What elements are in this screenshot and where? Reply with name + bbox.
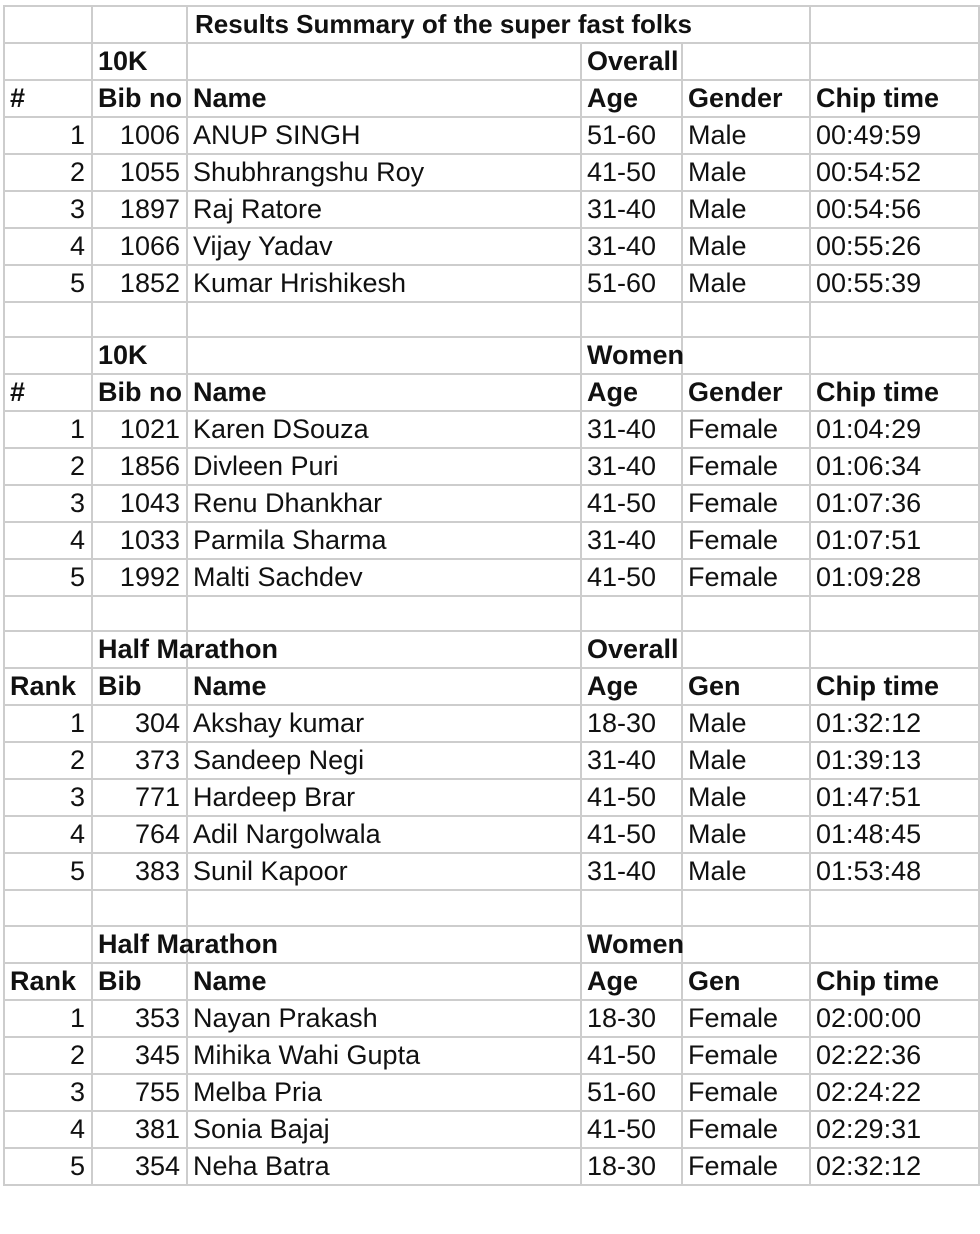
cell[interactable] xyxy=(4,926,92,963)
column-header[interactable]: Rank xyxy=(4,963,92,1000)
table-cell[interactable]: 755 xyxy=(92,1074,187,1111)
table-row xyxy=(4,522,979,559)
cell[interactable] xyxy=(682,890,810,925)
column-header[interactable]: Gen xyxy=(682,963,810,1000)
table-row xyxy=(4,191,979,228)
table-row xyxy=(4,448,979,485)
table-cell[interactable]: 02:22:36 xyxy=(810,1037,979,1074)
table-cell[interactable]: 381 xyxy=(92,1111,187,1148)
table-cell[interactable]: 51-60 xyxy=(581,1074,682,1111)
table-cell[interactable]: Female xyxy=(682,522,810,559)
table-cell[interactable]: ANUP SINGH xyxy=(187,117,581,154)
table-cell[interactable]: 764 xyxy=(92,816,187,853)
cell[interactable] xyxy=(581,890,682,925)
cell[interactable] xyxy=(682,631,810,668)
table-cell[interactable]: 01:32:12 xyxy=(810,705,979,742)
table-row xyxy=(4,228,979,265)
table-cell[interactable]: 4 xyxy=(4,228,92,265)
table-row xyxy=(4,853,979,890)
table-cell[interactable]: Male xyxy=(682,853,810,890)
table-cell[interactable]: 41-50 xyxy=(581,485,682,522)
table-cell[interactable]: 41-50 xyxy=(581,1111,682,1148)
table-row xyxy=(4,1037,979,1074)
table-cell[interactable]: Female xyxy=(682,1111,810,1148)
table-cell[interactable]: 1043 xyxy=(92,485,187,522)
blank-row xyxy=(4,596,979,631)
cell[interactable] xyxy=(4,631,92,668)
table-cell[interactable]: 51-60 xyxy=(581,117,682,154)
table-cell[interactable]: Male xyxy=(682,228,810,265)
cell[interactable] xyxy=(92,890,187,925)
table-cell[interactable]: Mihika Wahi Gupta xyxy=(187,1037,581,1074)
column-header[interactable]: # xyxy=(4,374,92,411)
table-cell[interactable]: Hardeep Brar xyxy=(187,779,581,816)
table-cell[interactable]: Karen DSouza xyxy=(187,411,581,448)
table-cell[interactable]: 1021 xyxy=(92,411,187,448)
column-header-row xyxy=(4,374,979,411)
table-cell[interactable]: Female xyxy=(682,1037,810,1074)
table-cell[interactable]: Sandeep Negi xyxy=(187,742,581,779)
table-cell[interactable]: 18-30 xyxy=(581,1148,682,1185)
table-cell[interactable]: Male xyxy=(682,742,810,779)
table-row xyxy=(4,117,979,154)
cell[interactable] xyxy=(810,631,979,668)
table-cell[interactable]: Male xyxy=(682,705,810,742)
cell[interactable] xyxy=(682,337,810,374)
table-row xyxy=(4,411,979,448)
table-cell[interactable]: Sunil Kapoor xyxy=(187,853,581,890)
table-cell[interactable]: 3 xyxy=(4,191,92,228)
column-header[interactable]: Gender xyxy=(682,80,810,117)
table-cell[interactable]: Male xyxy=(682,779,810,816)
table-cell[interactable]: Male xyxy=(682,816,810,853)
column-header[interactable]: Bib xyxy=(92,963,187,1000)
cell[interactable] xyxy=(581,302,682,337)
table-cell[interactable]: 00:54:56 xyxy=(810,191,979,228)
table-cell[interactable]: Parmila Sharma xyxy=(187,522,581,559)
table-row xyxy=(4,265,979,302)
cell[interactable] xyxy=(682,43,810,80)
column-header[interactable]: Gender xyxy=(682,374,810,411)
table-cell[interactable]: 01:07:36 xyxy=(810,485,979,522)
table-cell[interactable]: 41-50 xyxy=(581,154,682,191)
table-cell[interactable]: Nayan Prakash xyxy=(187,1000,581,1037)
cell[interactable] xyxy=(810,302,979,337)
table-cell[interactable]: 00:55:39 xyxy=(810,265,979,302)
table-cell[interactable]: 345 xyxy=(92,1037,187,1074)
table-row xyxy=(4,1074,979,1111)
table-cell[interactable]: 31-40 xyxy=(581,522,682,559)
table-cell[interactable]: 01:39:13 xyxy=(810,742,979,779)
table-cell[interactable]: 1992 xyxy=(92,559,187,596)
table-cell[interactable]: Shubhrangshu Roy xyxy=(187,154,581,191)
table-cell[interactable]: 2 xyxy=(4,1037,92,1074)
column-header[interactable]: Chip time xyxy=(810,374,979,411)
table-cell[interactable]: Male xyxy=(682,191,810,228)
cell[interactable] xyxy=(4,302,92,337)
column-header[interactable]: Name xyxy=(187,668,581,705)
cell[interactable] xyxy=(810,43,979,80)
table-cell[interactable]: 51-60 xyxy=(581,265,682,302)
table-cell[interactable]: 1 xyxy=(4,1000,92,1037)
table-cell[interactable]: 1852 xyxy=(92,265,187,302)
table-cell[interactable]: 373 xyxy=(92,742,187,779)
table-cell[interactable]: 02:00:00 xyxy=(810,1000,979,1037)
cell[interactable] xyxy=(682,926,810,963)
cell[interactable] xyxy=(187,337,581,374)
section-category-label[interactable]: Women xyxy=(581,926,682,963)
cell[interactable] xyxy=(682,596,810,631)
table-cell[interactable]: 5 xyxy=(4,265,92,302)
section-category-label[interactable]: Overall xyxy=(581,43,682,80)
cell[interactable] xyxy=(92,302,187,337)
section-heading-row xyxy=(4,631,979,668)
section-event-label[interactable]: Half Marathon xyxy=(92,631,187,668)
table-row xyxy=(4,1148,979,1185)
table-cell[interactable]: 02:24:22 xyxy=(810,1074,979,1111)
column-header[interactable]: Name xyxy=(187,374,581,411)
table-cell[interactable]: Female xyxy=(682,485,810,522)
table-cell[interactable]: 18-30 xyxy=(581,705,682,742)
column-header[interactable]: Chip time xyxy=(810,963,979,1000)
table-cell[interactable]: Male xyxy=(682,265,810,302)
section-category-label[interactable]: Women xyxy=(581,337,682,374)
table-cell[interactable]: Female xyxy=(682,559,810,596)
table-cell[interactable]: 00:49:59 xyxy=(810,117,979,154)
table-cell[interactable]: 353 xyxy=(92,1000,187,1037)
column-header[interactable]: # xyxy=(4,80,92,117)
table-cell[interactable]: Neha Batra xyxy=(187,1148,581,1185)
column-header[interactable]: Name xyxy=(187,963,581,1000)
column-header[interactable]: Bib no xyxy=(92,80,187,117)
table-row xyxy=(4,742,979,779)
table-cell[interactable]: 1033 xyxy=(92,522,187,559)
cell[interactable] xyxy=(4,6,92,43)
table-cell[interactable]: 2 xyxy=(4,742,92,779)
table-cell[interactable]: 3 xyxy=(4,1074,92,1111)
table-cell[interactable]: 41-50 xyxy=(581,559,682,596)
table-cell[interactable]: 2 xyxy=(4,154,92,191)
table-cell[interactable]: 1856 xyxy=(92,448,187,485)
table-cell[interactable]: 5 xyxy=(4,1148,92,1185)
cell[interactable] xyxy=(810,596,979,631)
table-row xyxy=(4,1000,979,1037)
cell[interactable] xyxy=(187,302,581,337)
table-cell[interactable]: 771 xyxy=(92,779,187,816)
table-cell[interactable]: 41-50 xyxy=(581,1037,682,1074)
table-row xyxy=(4,816,979,853)
section-heading-row xyxy=(4,43,979,80)
table-cell[interactable]: Divleen Puri xyxy=(187,448,581,485)
table-cell[interactable]: Female xyxy=(682,1000,810,1037)
column-header[interactable]: Gen xyxy=(682,668,810,705)
table-cell[interactable]: 02:32:12 xyxy=(810,1148,979,1185)
table-cell[interactable]: 2 xyxy=(4,448,92,485)
table-cell[interactable]: Raj Ratore xyxy=(187,191,581,228)
cell[interactable] xyxy=(810,926,979,963)
column-header-row xyxy=(4,668,979,705)
table-cell[interactable]: Male xyxy=(682,154,810,191)
table-cell[interactable]: 1 xyxy=(4,411,92,448)
blank-row xyxy=(4,890,979,925)
cell[interactable] xyxy=(92,6,187,43)
section-heading-row xyxy=(4,337,979,374)
column-header[interactable]: Age xyxy=(581,80,682,117)
table-cell[interactable]: Male xyxy=(682,117,810,154)
table-cell[interactable]: 31-40 xyxy=(581,742,682,779)
table-row xyxy=(4,705,979,742)
table-row xyxy=(4,559,979,596)
cell[interactable] xyxy=(810,6,979,43)
table-cell[interactable]: Sonia Bajaj xyxy=(187,1111,581,1148)
table-cell[interactable]: 02:29:31 xyxy=(810,1111,979,1148)
table-cell[interactable]: 3 xyxy=(4,779,92,816)
column-header[interactable]: Bib xyxy=(92,668,187,705)
cell[interactable] xyxy=(187,43,581,80)
table-cell[interactable]: 41-50 xyxy=(581,816,682,853)
table-cell[interactable]: 01:04:29 xyxy=(810,411,979,448)
section-category-label[interactable]: Overall xyxy=(581,631,682,668)
table-cell[interactable]: 1 xyxy=(4,117,92,154)
column-header[interactable]: Name xyxy=(187,80,581,117)
table-cell[interactable]: Akshay kumar xyxy=(187,705,581,742)
table-cell[interactable]: Female xyxy=(682,411,810,448)
cell[interactable] xyxy=(810,337,979,374)
cell[interactable] xyxy=(187,596,581,631)
table-cell[interactable]: Female xyxy=(682,1074,810,1111)
column-header[interactable]: Rank xyxy=(4,668,92,705)
table-cell[interactable]: 01:48:45 xyxy=(810,816,979,853)
column-header[interactable]: Chip time xyxy=(810,668,979,705)
cell[interactable] xyxy=(4,43,92,80)
table-cell[interactable]: 31-40 xyxy=(581,448,682,485)
table-cell[interactable]: Renu Dhankhar xyxy=(187,485,581,522)
cell[interactable] xyxy=(4,337,92,374)
cell[interactable] xyxy=(682,302,810,337)
table-row xyxy=(4,485,979,522)
section-event-label[interactable]: 10K xyxy=(92,337,187,374)
column-header[interactable]: Chip time xyxy=(810,80,979,117)
table-cell[interactable]: 01:07:51 xyxy=(810,522,979,559)
title-row xyxy=(4,6,979,43)
column-header[interactable]: Bib no xyxy=(92,374,187,411)
table-cell[interactable]: Vijay Yadav xyxy=(187,228,581,265)
cell[interactable] xyxy=(4,890,92,925)
cell[interactable] xyxy=(810,890,979,925)
section-event-label[interactable]: 10K xyxy=(92,43,187,80)
table-cell[interactable]: 31-40 xyxy=(581,411,682,448)
table-cell[interactable]: 383 xyxy=(92,853,187,890)
table-cell[interactable]: 01:09:28 xyxy=(810,559,979,596)
table-cell[interactable]: 1066 xyxy=(92,228,187,265)
table-cell[interactable]: 01:53:48 xyxy=(810,853,979,890)
table-cell[interactable]: Malti Sachdev xyxy=(187,559,581,596)
table-cell[interactable]: 00:54:52 xyxy=(810,154,979,191)
column-header[interactable]: Age xyxy=(581,668,682,705)
table-cell[interactable]: 5 xyxy=(4,853,92,890)
sheet-title[interactable]: Results Summary of the super fast folks xyxy=(187,6,810,43)
table-cell[interactable]: 5 xyxy=(4,559,92,596)
cell[interactable] xyxy=(187,890,581,925)
column-header[interactable]: Age xyxy=(581,963,682,1000)
table-cell[interactable]: 31-40 xyxy=(581,228,682,265)
table-cell[interactable]: Kumar Hrishikesh xyxy=(187,265,581,302)
cell[interactable] xyxy=(581,596,682,631)
table-row xyxy=(4,779,979,816)
section-heading-row xyxy=(4,926,979,963)
table-cell[interactable]: 01:47:51 xyxy=(810,779,979,816)
column-header-row xyxy=(4,963,979,1000)
section-event-label[interactable]: Half Marathon xyxy=(92,926,187,963)
table-cell[interactable]: 1055 xyxy=(92,154,187,191)
column-header[interactable]: Age xyxy=(581,374,682,411)
table-cell[interactable]: 41-50 xyxy=(581,779,682,816)
table-cell[interactable]: Female xyxy=(682,448,810,485)
table-cell[interactable]: 4 xyxy=(4,1111,92,1148)
table-cell[interactable]: Female xyxy=(682,1148,810,1185)
table-cell[interactable]: 1006 xyxy=(92,117,187,154)
table-cell[interactable]: 31-40 xyxy=(581,191,682,228)
table-cell[interactable]: 354 xyxy=(92,1148,187,1185)
cell[interactable] xyxy=(92,596,187,631)
table-cell[interactable]: Adil Nargolwala xyxy=(187,816,581,853)
cell[interactable] xyxy=(4,596,92,631)
table-cell[interactable]: 1 xyxy=(4,705,92,742)
results-grid xyxy=(3,5,980,1186)
table-row xyxy=(4,1111,979,1148)
blank-row xyxy=(4,302,979,337)
table-cell[interactable]: 4 xyxy=(4,522,92,559)
table-cell[interactable]: Melba Pria xyxy=(187,1074,581,1111)
table-row xyxy=(4,154,979,191)
table-cell[interactable]: 00:55:26 xyxy=(810,228,979,265)
table-cell[interactable]: 18-30 xyxy=(581,1000,682,1037)
table-cell[interactable]: 31-40 xyxy=(581,853,682,890)
table-cell[interactable]: 304 xyxy=(92,705,187,742)
table-cell[interactable]: 3 xyxy=(4,485,92,522)
column-header-row xyxy=(4,80,979,117)
table-cell[interactable]: 01:06:34 xyxy=(810,448,979,485)
table-cell[interactable]: 4 xyxy=(4,816,92,853)
table-cell[interactable]: 1897 xyxy=(92,191,187,228)
